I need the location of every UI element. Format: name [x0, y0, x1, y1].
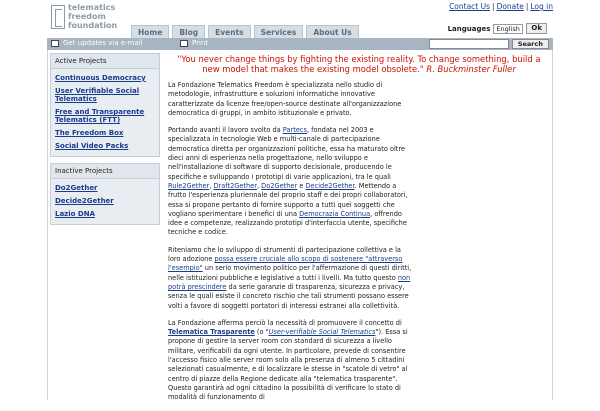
tab-home[interactable]: Home: [131, 25, 169, 38]
text: Riteniamo che lo sviluppo di strumenti di partecipazione collettiva e la loro adozione: [168, 245, 401, 264]
text: , fondata nel 2003 e specializzata in tecnologie Web e multi-canale di partecipazione democratica diretta per organizzazioni politiche, essa ha maturato oltre dieci anni di esperienza nella progettazione, nello sviluppo e nell'installazione di software di supporto decisionale, producendo le specifiche e sviluppando i prototipi di varie applicazioni, tra le quali: [168, 126, 406, 181]
envelope-icon: [51, 40, 59, 47]
language-label: Languages: [447, 24, 491, 33]
main-nav: [131, 25, 359, 38]
top-links: Contact Us | Donate | Log in: [449, 2, 553, 11]
democrazia-continua-link[interactable]: Democrazia Continua: [299, 209, 371, 218]
text: , offrendo idee e competenze, realizzando prototipi d'interfaccia utente, specifiche tecniche e codice.: [168, 209, 407, 237]
user-verifiable-link[interactable]: User-verifiable Social Telematics: [268, 328, 376, 337]
prescindere-link[interactable]: non potrà prescindere: [168, 273, 411, 291]
quote-text: "You never change things by fighting the existing reality. To change something, build a new model that makes the existing model obsolete.": [177, 54, 541, 74]
print-link[interactable]: Print: [192, 39, 209, 47]
sidebar-link[interactable]: Lazio DNA: [55, 210, 95, 218]
sidebar-item-decide2gether[interactable]: [55, 195, 156, 208]
language-selector: [448, 23, 547, 34]
language-select[interactable]: English: [493, 24, 523, 34]
sidebar-link[interactable]: Decide2Gether: [55, 197, 114, 205]
text: Portando avanti il lavoro svolto da: [168, 126, 283, 135]
page-body: [47, 50, 553, 400]
telematica-trasparente-link[interactable]: Telematica Trasparente: [168, 328, 255, 337]
text: da serie garanzie di trasparenza, sicurezza e privacy, senza le quali esiste il concreto rischio che tali strumenti possano essere volti a favore di soggetti portatori di interessi estranei alla collettività.: [168, 282, 409, 310]
inactive-projects-box: [50, 163, 160, 225]
draft2gether-link[interactable]: Draft2Gether: [213, 181, 257, 190]
intro-paragraph: La Fondazione Telematics Freedom è specializzata nello studio di metodologie, infrastrutture e soluzioni informatiche innovative caratterizzate da licenze free/open-source destinate all'organizzazione democratica di gruppi, in ambito istituzionale e privato.: [168, 81, 402, 117]
donate-link[interactable]: Donate: [496, 2, 524, 11]
print[interactable]: [180, 39, 208, 47]
tab-blog[interactable]: Blog: [172, 25, 205, 38]
language-ok-button[interactable]: Ok: [526, 23, 547, 34]
sidebar-link[interactable]: User Verifiable Social Telematics: [55, 87, 140, 103]
quote: [168, 54, 550, 74]
sidebar-item-user-verifiable[interactable]: [55, 85, 156, 106]
tab-events[interactable]: Events: [208, 25, 251, 38]
header: [47, 0, 553, 38]
sidebar-item-continuous-democracy[interactable]: [55, 72, 156, 85]
sidebar-link[interactable]: Free and Transparente Telematics (FTT): [55, 108, 145, 124]
text: ,: [209, 181, 214, 190]
active-projects-box: [50, 53, 160, 157]
sidebar: [50, 53, 160, 231]
text: . Mettendo a frutto l'esperienza pluriennale del proprio staff e dei propri collaboratori, essa si propone pertanto di fornire supporto a tutti quei soggetti che vogliano sperimentare i benefici di una: [168, 181, 408, 218]
text: un serio movimento politico per l'affermazione di questi diritti, nelle istituzioni pubbliche e legislative a tutti i livelli. Ma tutto questo: [168, 264, 412, 282]
text: La Fondazione afferma perciò la necessità di promuovere il concetto di: [168, 318, 402, 327]
vision-paragraph: [168, 246, 550, 311]
example-link[interactable]: possa essere cruciale allo scopo di sostenere "attraverso l'esempio": [168, 255, 403, 273]
search-form: [429, 39, 549, 49]
utility-bar: [47, 38, 553, 50]
printer-icon: [180, 40, 188, 47]
rule2gether-link[interactable]: Rule2Gether: [168, 181, 210, 190]
quote-author: R. Buckminster Fuller: [426, 64, 516, 74]
email-updates-link[interactable]: Get updates via e-mail: [63, 39, 143, 47]
active-projects-title: Active Projects: [51, 54, 159, 69]
tab-about-us[interactable]: About Us: [306, 25, 358, 38]
logo[interactable]: [51, 3, 121, 33]
search-button[interactable]: Search: [512, 39, 549, 49]
sidebar-item-lazio-dna[interactable]: [55, 208, 156, 221]
tab-services[interactable]: Services: [254, 25, 304, 38]
sidebar-link[interactable]: Do2Gether: [55, 184, 98, 192]
inactive-projects-title: Inactive Projects: [51, 164, 159, 179]
do2gether-link[interactable]: Do2Gether: [261, 181, 298, 190]
sidebar-link[interactable]: Social Video Packs: [55, 142, 129, 150]
search-input[interactable]: [429, 39, 509, 49]
partecs-link[interactable]: Partecs: [282, 126, 307, 135]
text: ,: [256, 181, 262, 190]
logo-mark-icon: [51, 5, 65, 29]
history-paragraph: [168, 126, 550, 238]
sidebar-item-freedom-box[interactable]: [55, 127, 156, 140]
decide2gether-link[interactable]: Decide2Gether: [305, 181, 355, 190]
text: (o ": [254, 328, 269, 337]
sidebar-item-social-video-packs[interactable]: [55, 140, 156, 153]
text: e: [297, 181, 306, 190]
sidebar-item-do2gether[interactable]: [55, 182, 156, 195]
login-link[interactable]: Log in: [530, 2, 553, 11]
logo-text: telematics freedom foundation: [68, 3, 118, 30]
transparency-paragraph: [168, 319, 550, 403]
contact-link[interactable]: Contact Us: [449, 2, 491, 11]
sidebar-link[interactable]: Continuous Democracy: [55, 74, 146, 82]
email-updates[interactable]: [51, 39, 143, 47]
sidebar-link[interactable]: The Freedom Box: [55, 129, 124, 137]
sidebar-item-ftt[interactable]: [55, 106, 156, 127]
text: "). Essa si propone di gestire la server room con standard di sicurezza a livello militare, verificabili da ogni utente. In particolare, prevede di consentire l'accesso fisico alle server room solo alla presenza di almeno 5 cittadini selezionati casualmente, e di localizzare le stesse in "scatole di vetro" al centro di piazze della Regione dedicate alla "telematica trasparente". Questo garantirà ad ogni cittadino la possibilità di verificare lo stato di modalità di funzionamento di: [168, 328, 408, 402]
main-content: [168, 54, 550, 411]
